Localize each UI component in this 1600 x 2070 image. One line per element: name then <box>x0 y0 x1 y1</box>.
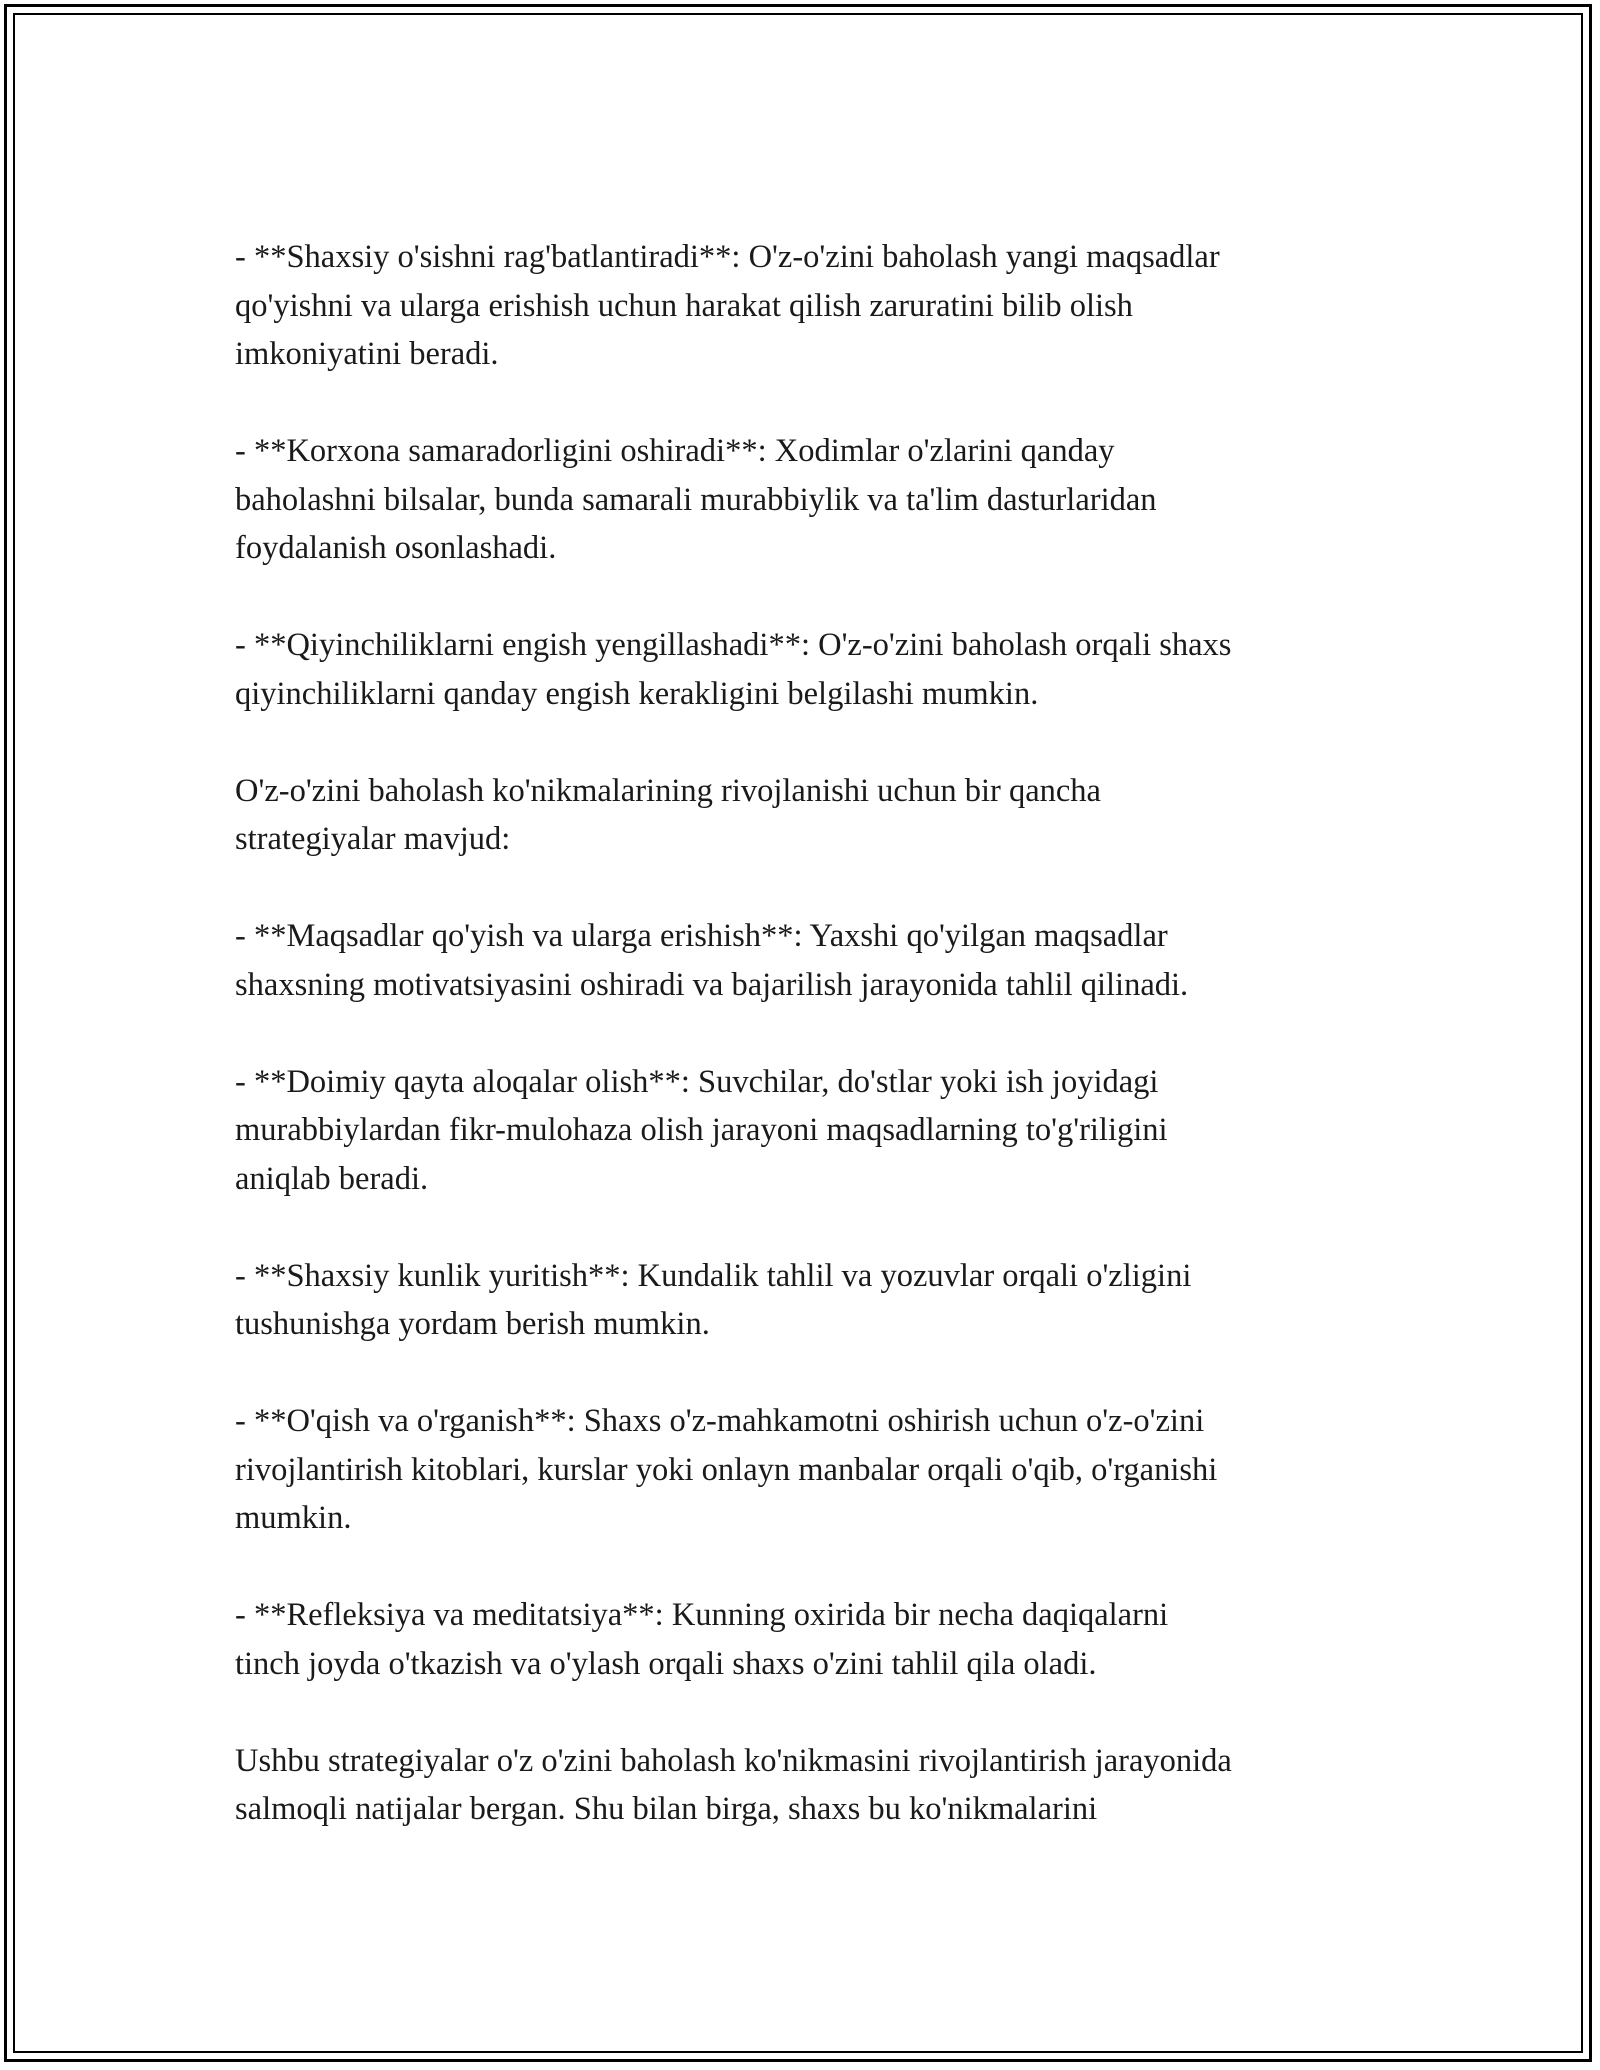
paragraph-kunlik-yuritish: - **Shaxsiy kunlik yuritish**: Kundalik tahlil va yozuvlar orqali o'zligini tushunishga yordam berish mumkin. <box>235 1257 1192 1342</box>
paragraph-strategiyalar-intro: O'z-o'zini baholash ko'nikmalarining rivojlanishi uchun bir qancha strategiyalar mavjud: <box>235 772 1101 857</box>
paragraph-qiyinchiliklarni-engish: - **Qiyinchiliklarni engish yengillashadi**: O'z-o'zini baholash orqali shaxs qiyinchiliklarni qanday engish kerakligini belgilashi mumkin. <box>235 627 1232 712</box>
paragraph-qayta-aloqalar: - **Doimiy qayta aloqalar olish**: Suvchilar, do'stlar yoki ish joyidagi murabbiylardan fikr-mulohaza olish jarayoni maqsadlarning to'g'riligini aniqlab beradi. <box>235 1063 1168 1197</box>
paragraph-refleksiya-meditatsiya: - **Refleksiya va meditatsiya**: Kunning oxirida bir necha daqiqalarni tinch joyda o'tkazish va o'ylash orqali shaxs o'zini tahlil qila oladi. <box>235 1597 1169 1682</box>
paragraph-shaxsiy-osish: - **Shaxsiy o'sishni rag'batlantiradi**: O'z-o'zini baholash yangi maqsadlar qo'yishni va ularga erishish uchun harakat qilish zaruratini bilib olish imkoniyatini beradi. <box>235 239 1220 372</box>
paragraph-maqsadlar-qoyish: - **Maqsadlar qo'yish va ularga erishish**: Yaxshi qo'yilgan maqsadlar shaxsning motivatsiyasini oshiradi va bajarilish jarayonida tahlil qilinadi. <box>235 918 1189 1003</box>
document-body <box>235 233 1375 1834</box>
paragraph-korxona-samaradorligi: - **Korxona samaradorligini oshiradi**: Xodimlar o'zlarini qanday baholashni bilsalar, bunda samarali murabbiylik va ta'lim dasturlaridan foydalanish osonlashadi. <box>235 433 1157 566</box>
paragraph-ushbu-strategiyalar: Ushbu strategiyalar o'z o'zini baholash ko'nikmasini rivojlantirish jarayonida salmoqli natijalar bergan. Shu bilan birga, shaxs bu ko'nikmalarini <box>235 1742 1232 1827</box>
paragraph-oqish-organish: - **O'qish va o'rganish**: Shaxs o'z-mahkamotni oshirish uchun o'z-o'zini rivojlantirish kitoblari, kurslar yoki onlayn manbalar orqali o'qib, o'rganishi mumkin. <box>235 1403 1218 1536</box>
